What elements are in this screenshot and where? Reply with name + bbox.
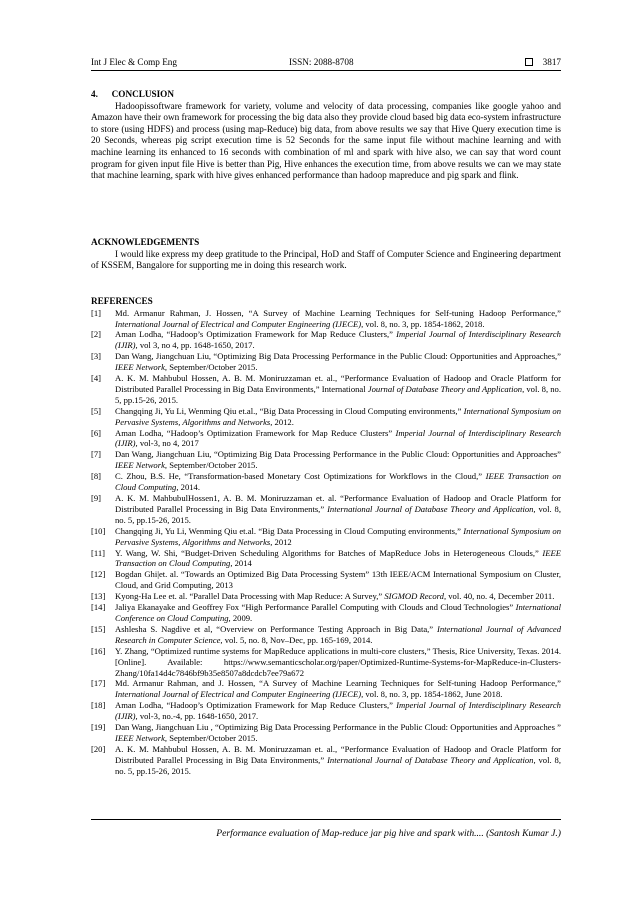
reference-text-pre: Md. Armanur Rahman, J. Hossen, “A Survey of Machine Learning Techniques for Self-tuning Hadoop Performance,”	[115, 307, 561, 318]
reference-venue: International Journal of Database Theory and Application,	[327, 503, 536, 514]
reference-text	[115, 329, 561, 351]
reference-item	[91, 646, 561, 679]
reference-number: [11]	[91, 547, 105, 558]
reference-venue: International Journal of Electrical and Computer Engineering (IJECE),	[115, 689, 364, 700]
reference-item	[91, 678, 561, 700]
reference-text-pre: C. Zhou, B.S. He, “Transformation-based Monetary Cost Optimizations for Workflows in the Cloud,”	[115, 471, 486, 482]
reference-number: [15]	[91, 623, 106, 634]
reference-text	[115, 646, 561, 679]
reference-item	[91, 373, 561, 406]
reference-number: [5]	[91, 405, 102, 416]
reference-text	[115, 678, 561, 700]
reference-item	[91, 351, 561, 373]
reference-text-pre: Aman Lodha, “Hadoop’s Optimization Framework for Map Reduce Clusters,”	[115, 700, 397, 711]
reference-item	[91, 526, 561, 548]
page	[91, 56, 562, 776]
reference-text-post: , September/October 2015.	[164, 460, 258, 471]
reference-venue: Imperial Journal of Interdisciplinary Research (IJIR),	[115, 427, 561, 449]
reference-text-post: , vol. 5, no. 8, Nov–Dec, pp. 165-169, 2014.	[220, 634, 373, 645]
reference-text	[115, 351, 561, 373]
reference-number: [4]	[91, 373, 102, 384]
reference-text-pre: Dan Wang, Jiangchuan Liu, “Optimizing Big Data Processing Performance in the Public Cloud: Opportunities and Approaches,”	[115, 351, 561, 362]
reference-number: [1]	[91, 307, 102, 318]
header-right	[525, 56, 561, 68]
reference-text-post: , vol. 8, no. 5, pp.15-26, 2015.	[115, 754, 561, 776]
reference-text-post: vol. 8, no. 5, pp.15-26, 2015.	[115, 503, 561, 525]
reference-text-pre: Bogdan Ghi|et. al. “Towards an Optimized Big Data Processing System” 13th IEEE/ACM International Symposium on Cluster, Cloud, and Grid Computing, 2013	[115, 569, 561, 591]
reference-venue: SIGMOD Record	[384, 591, 444, 602]
reference-item	[91, 591, 561, 602]
reference-text	[115, 373, 561, 406]
reference-text-post: , 2014	[230, 558, 252, 569]
reference-venue: International Journal of Database Theory and Application	[327, 754, 534, 765]
reference-text-post: vol-3, no 4, 2017	[137, 438, 199, 449]
reference-item	[91, 569, 561, 591]
journal-name: Int J Elec & Comp Eng	[91, 57, 177, 67]
reference-text	[115, 471, 561, 493]
reference-venue: Imperial Journal of Interdisciplinary Research (IJIR)	[115, 329, 561, 351]
reference-text-pre: Md. Armanur Rahman, and J. Hossen, “A Survey of Machine Learning Techniques for Self-tuning Hadoop Performance,”	[115, 678, 561, 689]
reference-text	[115, 493, 561, 526]
reference-text-pre: Dan Wang, Jiangchuan Liu, “Optimizing Big Data Processing Performance in the Public Cloud: Opportunities and Approaches”	[115, 449, 561, 460]
reference-venue: International Symposium on Pervasive Systems, Algorithms and Networks	[115, 525, 561, 547]
reference-text-post: , September/October 2015.	[164, 732, 258, 743]
reference-number: [20]	[91, 743, 106, 754]
reference-text	[115, 406, 561, 428]
checkbox-icon	[525, 58, 533, 66]
reference-text-pre: Ashlesha S. Nagdive et al, “Overview on Performance Testing Approach in Big Data,”	[115, 623, 437, 634]
reference-text-post: , vol. 8, no. 5, pp.15-26, 2015.	[115, 383, 561, 405]
reference-item	[91, 493, 561, 526]
reference-item	[91, 329, 561, 351]
reference-number: [2]	[91, 329, 102, 340]
reference-text	[115, 428, 561, 450]
reference-item	[91, 744, 561, 777]
reference-number: [12]	[91, 569, 106, 580]
reference-venue: Journal of Database Theory and Application	[367, 383, 523, 394]
reference-item	[91, 722, 561, 744]
reference-number: [10]	[91, 525, 106, 536]
reference-number: [14]	[91, 602, 106, 613]
reference-text-pre: Aman Lodha, “Hadoop’s Optimization Framework for Map Reduce Clusters”	[115, 427, 396, 438]
reference-number: [3]	[91, 351, 102, 362]
reference-text	[115, 548, 561, 570]
reference-item	[91, 449, 561, 471]
reference-number: [16]	[91, 645, 106, 656]
reference-venue: IEEE Transaction on Cloud Computing	[115, 471, 561, 493]
reference-venue: IEEE Network	[115, 362, 165, 373]
running-header	[91, 56, 561, 71]
reference-text-pre: Changqing Ji, Yu Li, Wenming Qiu et.al., “Big Data Processing in Cloud Computing environments,”	[115, 405, 464, 416]
reference-text-pre: Aman Lodha, “Hadoop’s Optimization Framework for Map Reduce Clusters,”	[115, 329, 397, 340]
reference-text-post: , 2014.	[176, 482, 200, 493]
running-footer: Performance evaluation of Map-reduce jar pig hive and spark with.... (Santosh Kumar J.)	[91, 819, 561, 839]
acknowledgements-heading: ACKNOWLEDGEMENTS	[91, 237, 200, 247]
reference-item	[91, 602, 561, 624]
acknowledgements-section	[91, 237, 561, 272]
reference-number: [17]	[91, 678, 106, 689]
references-section	[91, 296, 561, 777]
reference-venue: International Conference on Cloud Computing	[115, 602, 561, 623]
reference-number: [18]	[91, 700, 106, 711]
reference-text	[115, 722, 561, 744]
reference-text-post: , 2009.	[228, 612, 253, 623]
reference-text-pre: A. K. M. Mahbubul Hossen, A. B. M. Moniruzzaman et. al., “Performance Evaluation of Hadoop and Oracle Platform for Distributed Parallel Processing in Big Data Environments,” International	[115, 373, 561, 394]
reference-text-post: , September/October 2015.	[164, 362, 258, 373]
reference-text	[115, 569, 561, 591]
reference-venue: Imperial Journal of Interdisciplinary Research (IJIR)	[115, 700, 561, 722]
reference-number: [6]	[91, 427, 102, 438]
reference-list	[91, 308, 561, 777]
page-number: 3817	[542, 57, 561, 67]
reference-number: [13]	[91, 591, 106, 602]
reference-text	[115, 526, 561, 548]
reference-text	[115, 591, 561, 602]
issn: ISSN: 2088-8708	[289, 57, 354, 67]
reference-item	[91, 471, 561, 493]
reference-text-pre: A. K. M. Mahbubul Hossen, A. B. M. Moniruzzaman et. al., “Performance Evaluation of Hadoop and Oracle Platform for Distributed Parallel Processing in Big Data Environments,”	[115, 743, 561, 765]
reference-number: [8]	[91, 471, 102, 482]
reference-item	[91, 700, 561, 722]
conclusion-heading: 4. CONCLUSION	[91, 89, 174, 99]
reference-item	[91, 428, 561, 450]
reference-text	[115, 624, 561, 646]
reference-text-pre: Kyong-Ha Lee et. al. “Parallel Data Processing with Map Reduce: A Survey,”	[115, 591, 385, 602]
reference-item	[91, 548, 561, 570]
reference-text-post: , 2012.	[270, 416, 294, 427]
acknowledgements-text: I would like express my deep gratitude to the Principal, HoD and Staff of Computer Science and Engineering department of KSSEM, Bangalore for supporting me in doing this research work.	[91, 248, 561, 271]
reference-text-pre: Changqing Ji, Yu Li, Wenming Qiu et.al. “Big Data Processing in Cloud Computing environments,”	[115, 525, 464, 536]
reference-number: [9]	[91, 493, 102, 503]
reference-number: [7]	[91, 449, 102, 460]
reference-venue: IEEE Transaction on Cloud Computing	[115, 547, 561, 569]
reference-venue: International Journal of Advanced Research in Computer Science	[115, 623, 561, 645]
reference-text-post: , vol-3, no.-4, pp. 1648-1650, 2017.	[135, 711, 259, 722]
reference-text	[115, 308, 561, 330]
reference-text	[115, 449, 561, 471]
reference-item	[91, 308, 561, 330]
conclusion-text: Hadoopissoftware framework for variety, volume and velocity of data processing, companies like google yahoo and Amazon have their own framework for processing the big data also they provide cloud based big data eco-system infrastructure to store (using HDFS) and process (using map-Reduce) big data, from above results we say that Hive Query execution time is 20 Seconds, whereas pig script execution time is 52 Seconds for the same input file without machine learning and with machine learning its enhanced to 16 seconds with combination of ml and spark with hive also, we can say that word count program for given input file Hive is better than Pig, Hive enhances the execution time, from above results we can we may state that machine learning, spark with hive gives enhanced performance than hadoop mapreduce and pig spark and flink.	[91, 100, 561, 181]
reference-text	[115, 700, 561, 722]
reference-item	[91, 406, 561, 428]
reference-text-post: , vol. 8, no. 3, pp. 1854-1862, 2018.	[361, 318, 485, 329]
references-heading: REFERENCES	[91, 296, 153, 306]
reference-text-pre: Dan Wang, Jiangchuan Liu , “Optimizing Big Data Processing Performance in the Public Cloud: Opportunities and Approaches ”	[115, 722, 561, 733]
reference-venue: IEEE Network	[115, 732, 165, 743]
reference-number: [19]	[91, 722, 106, 733]
reference-text-pre: A. K. M. MahbubulHossen1, A. B. M. Moniruzzaman et. al. “Performance Evaluation of Hadoop and Oracle Platform for Distributed Parallel Processing in Big Data Environments,”	[115, 493, 561, 514]
reference-text-post: , 2012	[270, 536, 292, 547]
reference-item	[91, 624, 561, 646]
reference-text-pre: Jaliya Ekanayake and Geoffrey Fox “High Performance Parallel Computing with Clouds and Cloud Technologies”	[115, 602, 516, 613]
reference-venue: IEEE Network	[115, 460, 165, 471]
reference-text-post: vol. 8, no. 3, pp. 1854-1862, June 2018.	[363, 689, 503, 700]
reference-text	[115, 602, 561, 624]
reference-text-pre: Y. Wang, W. Shi, “Budget-Driven Scheduling Algorithms for Batches of MapReduce Jobs in Heterogeneous Clouds,”	[115, 547, 543, 558]
reference-text-post: , vol 3, no 4, pp. 1648-1650, 2017.	[135, 340, 255, 351]
reference-text-pre: Y. Zhang, “Optimized runtime systems for MapReduce applications in multi-core clusters,” Thesis, Rice University, Texas. 2014. [Online]. Available: https://www.semanticscholar.org/paper/Optimized-Runtime-Systems-for-MapReduce-in-Clusters-Zhang/10fa14d4c7846bf9b35e8507a8dcdcb7ee79a672	[115, 645, 561, 678]
reference-text-post: , vol. 40, no. 4, December 2011.	[443, 591, 555, 602]
reference-venue: International Journal of Electrical and Computer Engineering (IJECE)	[115, 318, 362, 329]
conclusion-section	[91, 89, 561, 182]
reference-venue: International Symposium on Pervasive Systems, Algorithms and Networks	[115, 405, 562, 427]
reference-text	[115, 744, 561, 777]
